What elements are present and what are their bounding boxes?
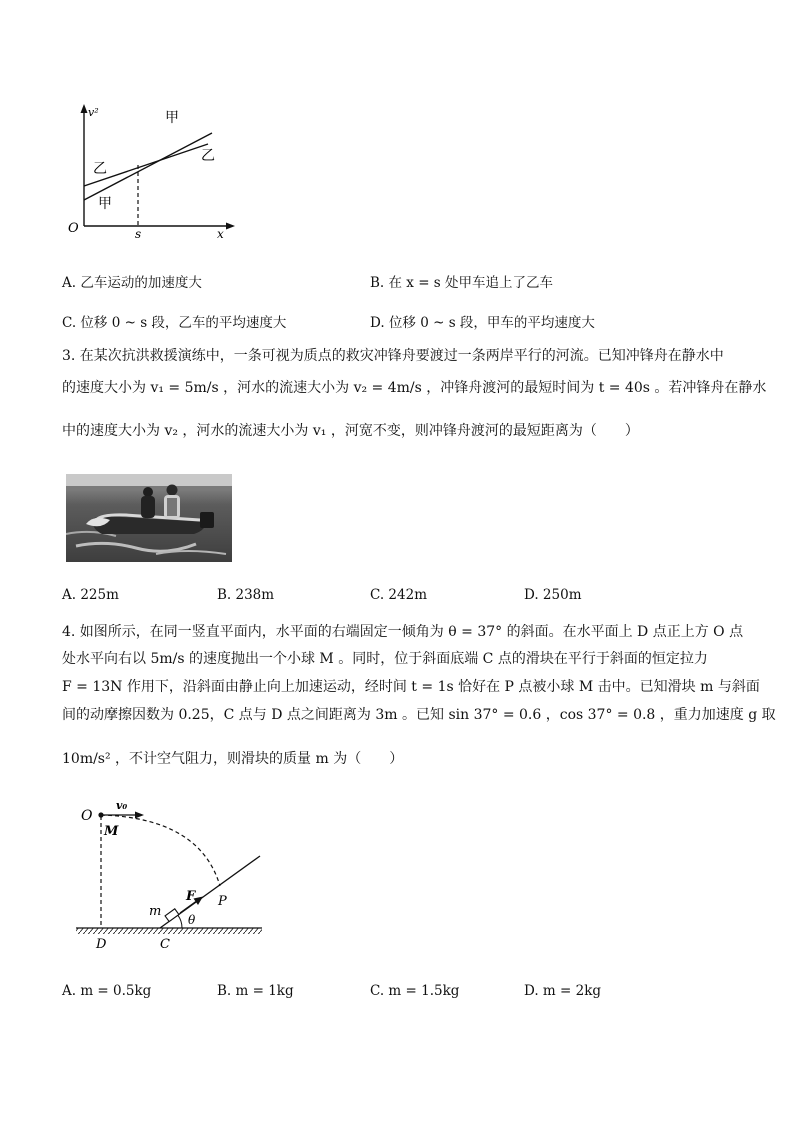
x-axis-arrow bbox=[226, 223, 235, 230]
label-yi-left: 乙 bbox=[93, 161, 107, 177]
projectile-incline-figure bbox=[70, 788, 270, 958]
label-v0: v₀ bbox=[116, 799, 128, 812]
q4-line-4: 间的动摩擦因数为 0.25，C 点与 D 点之间距离为 3m 。已知 sin 37° = 0.6 ，cos 37° = 0.8 ，重力加速度 g 取 bbox=[62, 707, 776, 723]
ball-m bbox=[98, 812, 103, 817]
q3-line-2: 的速度大小为 v₁ = 5m/s ，河水的流速大小为 v₂ = 4m/s ，冲锋舟渡河的最短时间为 t = 40s 。若冲锋舟在静水 bbox=[62, 380, 767, 396]
q3-option-a: A. 225m bbox=[62, 587, 119, 603]
label-c: C bbox=[160, 937, 170, 952]
q4-option-a: A. m = 0.5kg bbox=[62, 983, 152, 999]
q4-line-2: 处水平向右以 5m/s 的速度抛出一个小球 M 。同时，位于斜面底端 C 点的滑块在平行于斜面的恒定拉力 bbox=[62, 651, 708, 667]
theta-arc bbox=[178, 915, 182, 928]
label-m-ball: M bbox=[104, 824, 119, 839]
origin-label: O bbox=[68, 221, 79, 236]
q3-line-1: 3. 在某次抗洪救援演练中，一条可视为质点的救灾冲锋舟要渡过一条两岸平行的河流。已知冲锋舟在静水中 bbox=[62, 348, 724, 364]
q3-option-b: B. 238m bbox=[217, 587, 275, 603]
rescue-boat-photo bbox=[66, 474, 232, 562]
q2-option-c: C. 位移 0 ~ s 段，乙车的平均速度大 bbox=[62, 315, 287, 331]
v2-axis-label: v² bbox=[88, 106, 99, 119]
label-o: O bbox=[81, 808, 93, 824]
q4-option-b: B. m = 1kg bbox=[217, 983, 294, 999]
label-f: F bbox=[186, 889, 196, 904]
v2-x-graph bbox=[60, 100, 250, 240]
ground-hatch bbox=[76, 928, 262, 934]
q2-option-b: B. 在 x = s 处甲车追上了乙车 bbox=[370, 275, 554, 291]
label-p: P bbox=[218, 894, 227, 909]
q4-line-5: 10m/s² ，不计空气阻力，则滑块的质量 m 为（ ） bbox=[62, 751, 404, 767]
q3-option-d: D. 250m bbox=[524, 587, 582, 603]
q4-line-3: F = 13N 作用下，沿斜面由静止向上加速运动，经时间 t = 1s 恰好在 P 点被小球 M 击中。已知滑块 m 与斜面 bbox=[62, 679, 760, 695]
label-jia-left: 甲 bbox=[98, 196, 112, 212]
q4-option-c: C. m = 1.5kg bbox=[370, 983, 460, 999]
s-tick-label: s bbox=[135, 227, 142, 240]
block-m bbox=[165, 909, 179, 922]
v2-axis-arrow bbox=[81, 104, 88, 113]
q2-option-d: D. 位移 0 ~ s 段，甲车的平均速度大 bbox=[370, 315, 595, 331]
q4-line-1: 4. 如图所示，在同一竖直平面内，水平面的右端固定一倾角为 θ = 37° 的斜面。在水平面上 D 点正上方 O 点 bbox=[62, 624, 744, 640]
label-jia-top: 甲 bbox=[165, 110, 179, 126]
v0-arrow-head bbox=[135, 812, 144, 819]
x-axis-label: x bbox=[217, 227, 224, 240]
q2-option-a: A. 乙车运动的加速度大 bbox=[62, 275, 202, 291]
label-d: D bbox=[96, 937, 107, 952]
q3-line-3: 中的速度大小为 v₂ ，河水的流速大小为 v₁ ，河宽不变，则冲锋舟渡河的最短距离为（ ） bbox=[62, 423, 639, 439]
label-m-block: m bbox=[149, 904, 162, 919]
trajectory-curve bbox=[101, 815, 220, 886]
q4-option-d: D. m = 2kg bbox=[524, 983, 602, 999]
q3-option-c: C. 242m bbox=[370, 587, 427, 603]
label-yi-right: 乙 bbox=[201, 148, 215, 164]
label-theta: θ bbox=[188, 913, 196, 927]
